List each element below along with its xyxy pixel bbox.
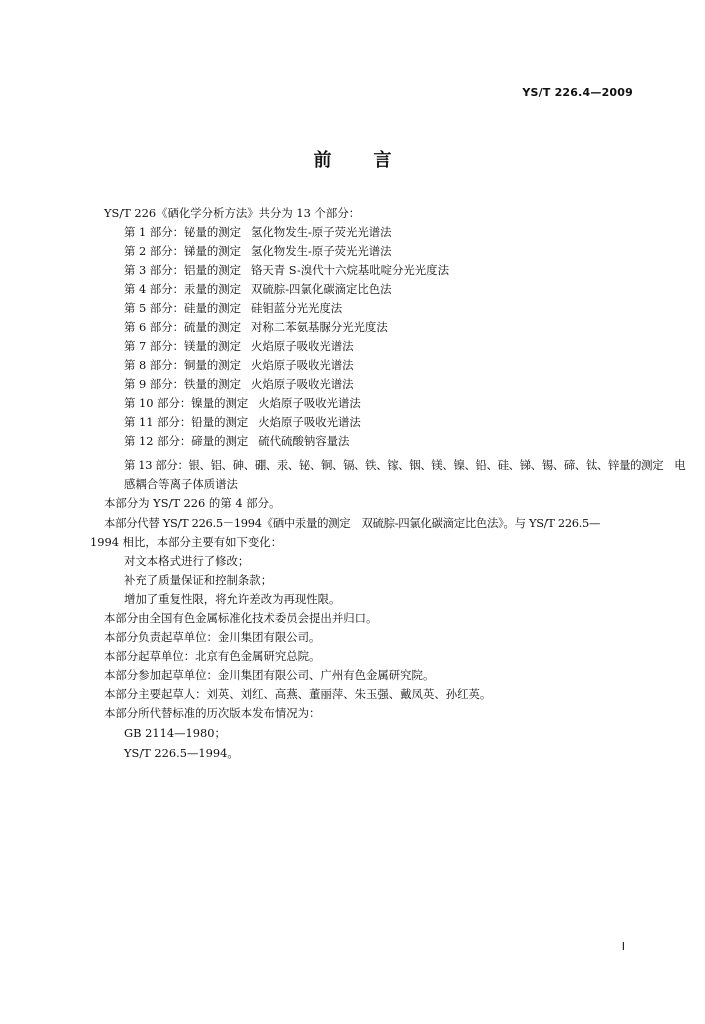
part-item <box>124 414 361 430</box>
proposed-line: 本部分由全国有色金属标准化技术委员会提出并归口。 <box>104 611 378 625</box>
part-method: 火焰原子吸收光谱法 <box>258 396 361 410</box>
standard-code: YS/T 226.4—2009 <box>522 86 633 99</box>
part-item <box>124 433 349 449</box>
change-item: 补充了质量保证和控制条款； <box>124 573 273 587</box>
part-13-line: 第 13 部分：银、铝、砷、硼、汞、铋、铜、镉、铁、镓、铟、镁、镍、铅、硅、锑、锡、碲、钛、锌量的测定 电 <box>124 458 686 472</box>
drafters-line: 本部分主要起草人：刘英、刘红、高燕、董丽萍、朱玉强、戴凤英、孙红英。 <box>104 687 492 701</box>
drafting-unit-line: 本部分起草单位：北京有色金属研究总院。 <box>104 649 321 663</box>
part-method: 对称二苯氨基脲分光光度法 <box>251 320 388 334</box>
part-method: 氢化物发生-原子荧光光谱法 <box>251 244 392 258</box>
part-label: 第 5 部分：硅量的测定 <box>124 301 242 315</box>
part-method: 火焰原子吸收光谱法 <box>251 358 354 372</box>
history-item: YS/T 226.5—1994。 <box>124 746 239 760</box>
part-label: 第 4 部分：汞量的测定 <box>124 282 242 296</box>
participating-line: 本部分参加起草单位：金川集团有限公司、广州有色金属研究院。 <box>104 668 435 682</box>
part-item <box>124 376 354 392</box>
part-label: 第 10 部分：镍量的测定 <box>124 396 249 410</box>
history-intro-line: 本部分所代替标准的历次版本发布情况为： <box>104 706 321 720</box>
change-item: 增加了重复性限，将允许差改为再现性限。 <box>124 592 341 606</box>
part-item <box>124 319 388 335</box>
part-label: 第 11 部分：铅量的测定 <box>124 415 249 429</box>
part-label: 第 7 部分：镁量的测定 <box>124 339 242 353</box>
history-item: GB 2114—1980； <box>124 726 226 740</box>
part-method: 火焰原子吸收光谱法 <box>258 415 361 429</box>
part-item <box>124 395 361 411</box>
this-part-line: 本部分为 YS/T 226 的第 4 部分。 <box>104 496 281 510</box>
part-label: 第 2 部分：锑量的测定 <box>124 244 242 258</box>
part-method: 火焰原子吸收光谱法 <box>251 377 354 391</box>
page-number: I <box>621 940 625 953</box>
part-method: 火焰原子吸收光谱法 <box>251 339 354 353</box>
part-label: 第 9 部分：铁量的测定 <box>124 377 242 391</box>
part-item <box>124 262 449 278</box>
part-method: 铬天青 S-溴代十六烷基吡啶分光光度法 <box>251 263 449 277</box>
intro-line: YS/T 226《硒化学分析方法》共分为 13 个部分： <box>104 206 361 220</box>
part-label: 第 12 部分：碲量的测定 <box>124 434 249 448</box>
part-method: 硫代硫酸钠容量法 <box>258 434 350 448</box>
part-item <box>124 281 392 297</box>
part-label: 第 6 部分：硫量的测定 <box>124 320 242 334</box>
part-item <box>124 224 392 240</box>
replaces-line: 本部分代替 YS/T 226.5－1994《硒中汞量的测定 双硫腙-四氯化碳滴定比色法》。与 YS/T 226.5— <box>104 516 601 530</box>
change-item: 对文本格式进行了修改； <box>124 554 250 568</box>
part-item <box>124 300 342 316</box>
replaces-continuation: 1994 相比，本部分主要有如下变化： <box>90 535 283 549</box>
part-item <box>124 357 354 373</box>
page-title: 前言 <box>313 150 434 171</box>
part-label: 第 8 部分：铜量的测定 <box>124 358 242 372</box>
part-method: 氢化物发生-原子荧光光谱法 <box>251 225 392 239</box>
part-label: 第 3 部分：铝量的测定 <box>124 263 242 277</box>
part-item <box>124 243 392 259</box>
part-method: 硅钼蓝分光光度法 <box>251 301 343 315</box>
part-item <box>124 338 354 354</box>
responsible-line: 本部分负责起草单位：金川集团有限公司。 <box>104 630 321 644</box>
part-13-continuation: 感耦合等离子体质谱法 <box>124 477 238 491</box>
part-label: 第 1 部分：铋量的测定 <box>124 225 242 239</box>
part-method: 双硫腙-四氯化碳滴定比色法 <box>251 282 392 296</box>
